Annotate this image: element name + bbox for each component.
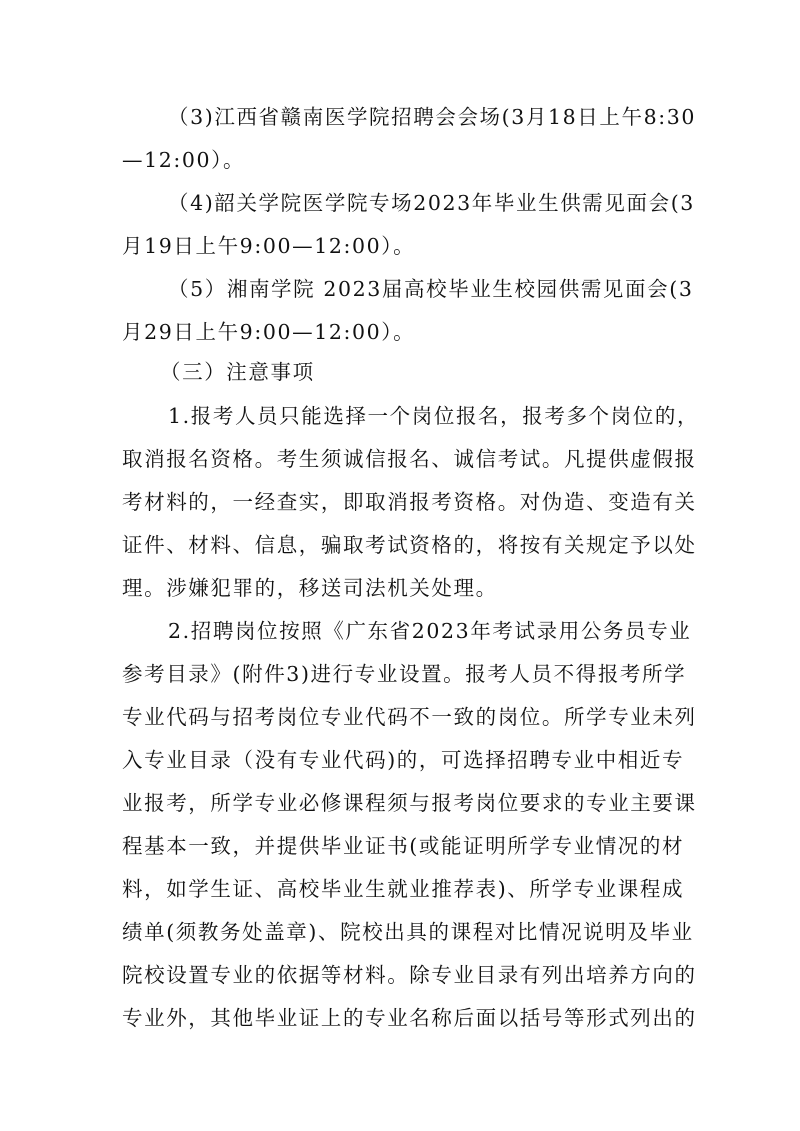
text-line: 月19日上午9:00—12:00）。 [122,234,416,258]
text-line: 证件、材料、信息，骗取考试资格的，将按有关规定予以处 [122,533,697,557]
text-line: 2.招聘岗位按照《广东省2023年考试录用公务员专业 [168,619,692,643]
text-line: 参考目录》(附件3)进行专业设置。报考人员不得报考所学 [122,662,687,686]
text-line: 院校设置专业的依据等材料。除专业目录有列出培养方向的 [122,963,697,987]
section-heading: （三）注意事项 [160,360,315,384]
text-line: —12:00）。 [122,148,246,172]
text-line: 取消报名资格。考生须诚信报名、诚信考试。凡提供虚假报 [122,447,697,471]
text-line: 专业代码与招考岗位专业代码不一致的岗位。所学专业未列 [122,705,697,729]
text-line: 1.报考人员只能选择一个岗位报名，报考多个岗位的， [168,404,700,428]
text-line: （5）湘南学院 2023届高校毕业生校园供需见面会(3 [168,277,694,301]
text-line: 专业外，其他毕业证上的专业名称后面以括号等形式列出的 [122,1006,697,1030]
text-line: 业报考，所学专业必修课程须与报考岗位要求的专业主要课 [122,791,697,815]
text-line: 考材料的，一经查实，即取消报考资格。对伪造、变造有关 [122,490,697,514]
text-line: 绩单(须教务处盖章)、院校出具的课程对比情况说明及毕业 [122,920,694,944]
text-line: 程基本一致，并提供毕业证书(或能证明所学专业情况的材 [122,834,685,858]
text-line: 月29日上午9:00—12:00）。 [122,320,416,344]
text-line: 入专业目录（没有专业代码)的，可选择招聘专业中相近专 [122,748,685,772]
text-line: 料，如学生证、高校毕业生就业推荐表)、所学专业课程成 [122,877,685,901]
text-line: （4)韶关学院医学院专场2023年毕业生供需见面会(3 [168,191,695,215]
text-line: 理。涉嫌犯罪的，移送司法机关处理。 [122,576,498,600]
text-line: （3)江西省赣南医学院招聘会会场(3月18日上午8:30 [168,105,697,129]
